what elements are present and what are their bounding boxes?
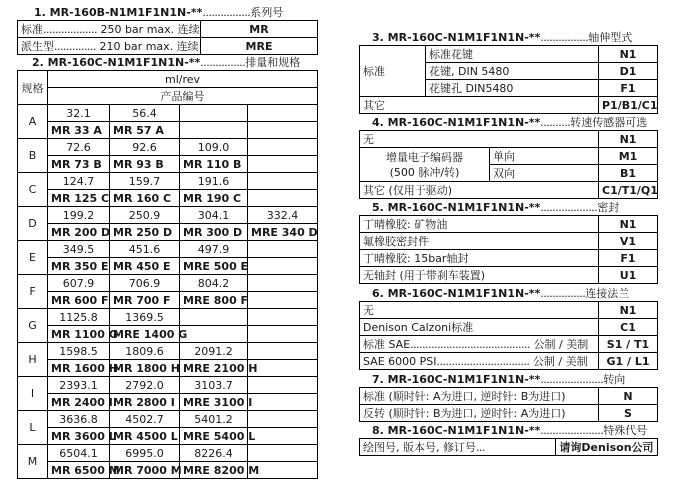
product-code-row [18,258,318,275]
seal-desc-v1: 氟橡胶密封件 [360,233,599,250]
product-code: MR 190 C [180,190,248,207]
product-code-row [18,326,318,343]
displacement-value: 2091.2 [180,343,248,360]
product-code-row [18,394,318,411]
series-derived-spec: 210 bar max. 连续 [99,40,199,53]
shaft-desc-d1: 花键, DIN 5480 [426,63,599,80]
unit-header: ml/rev [48,71,318,88]
sec7-model: 7. MR-160C-N1M1F1N1N-** [372,373,541,386]
product-code: MRE 2100 H [180,360,248,377]
flange-code-n1: N1 [599,302,658,319]
series-row-derived [18,38,318,55]
sensor-encoder [360,148,490,182]
sec4-label: 转速传感器可选 [570,116,648,129]
sensor-row-none [360,131,658,148]
displacement-value: 5401.2 [180,411,248,428]
sec2-dots: ............... [200,56,246,69]
product-code-row [18,360,318,377]
flange-code-c1: C1 [599,319,658,336]
displacement-value: 607.9 [48,275,110,292]
special-desc-text: 绘图号, 版本号, 修订号 [363,441,476,454]
displacement-value-row [18,411,318,428]
seal-desc-n1: 丁晴橡胶: 矿物油 [360,216,599,233]
seal-row-v1 [360,233,658,250]
product-code: MR 600 F [48,292,110,309]
sec6-dots: ............... [540,287,586,300]
seal-desc-u1: 无轴封 (用于带刹车装置) [360,267,599,284]
product-code: MRE 3100 I [180,394,248,411]
sec8-title [359,424,657,438]
product-code: MR 125 C [48,190,110,207]
displacement-value-row [18,173,318,190]
series-standard-code: MR [201,21,318,38]
displacement-body [18,105,318,479]
flange-desc-sae [360,336,599,353]
flange-desc-n1: 无 [360,302,599,319]
product-code [180,122,248,139]
sec6-model: 6. MR-160C-N1M1F1N1N-** [372,287,541,300]
rotation-desc-n: 标准 (顺时针: A为进口, 逆时针: B为进口) [360,388,599,405]
series-standard-text: 标准 [21,23,43,36]
seal-code-v1: V1 [599,233,658,250]
product-code [248,360,318,377]
sec5-model: 5. MR-160C-N1M1F1N1N-** [372,201,541,214]
displacement-value [180,105,248,122]
displacement-value: 304.1 [180,207,248,224]
sec3-label: 轴伸型式 [588,31,633,44]
product-code-row [18,428,318,445]
flange-sae6000-text: SAE 6000 PSI [363,355,437,368]
flange-row-c1 [360,319,658,336]
flange-sae6000-suffix: 公制 / 美制 [532,355,588,368]
displacement-value: 1369.5 [110,309,180,326]
product-code: MR 93 B [110,156,180,173]
displacement-value: 6995.0 [110,445,180,462]
displacement-value-row [18,105,318,122]
sensor-code-bi: B1 [599,165,658,182]
seal-code-f1: F1 [599,250,658,267]
size-label: M [18,445,48,479]
displacement-table [17,70,318,479]
flange-sae-suffix: 公制 / 美制 [533,338,589,351]
displacement-value-row [18,343,318,360]
sec1-model: 1. MR-160B-N1M1F1N1N-** [34,6,203,19]
shaft-desc-other: 其它 [360,97,599,114]
size-label: A [18,105,48,139]
displacement-value [248,343,318,360]
product-code [248,428,318,445]
series-standard-spec: 250 bar max. 连续 [100,23,200,36]
displacement-value: 92.6 [110,139,180,156]
displacement-value [248,105,318,122]
displacement-value-row [18,207,318,224]
seal-row-n1 [360,216,658,233]
rotation-table [359,387,658,422]
flange-sae-text: 标准 SAE [363,338,411,351]
flange-code-sae: S1 / T1 [599,336,658,353]
product-code-row [18,292,318,309]
product-code: MRE 5400 L [180,428,248,445]
displacement-header-prod-row [18,88,318,105]
sec6-title [359,287,657,301]
seal-row-f1 [360,250,658,267]
sec3-title [359,31,657,45]
size-header: 规格 [18,71,48,105]
shaft-row-other [360,97,658,114]
product-code: MR 2400 I [48,394,110,411]
displacement-value: 349.5 [48,241,110,258]
size-label: I [18,377,48,411]
displacement-value: 32.1 [48,105,110,122]
product-code: MR 7000 M [110,462,180,479]
seal-code-u1: U1 [599,267,658,284]
displacement-value-row [18,139,318,156]
displacement-value: 56.4 [110,105,180,122]
series-standard-dots: .................. [43,23,97,36]
sensor-table [359,130,658,199]
product-code-header: 产品编号 [48,88,318,105]
displacement-value [248,377,318,394]
rotation-code-n: N [599,388,658,405]
displacement-value: 6504.1 [48,445,110,462]
sensor-encoder-line2: (500 脉冲/转) [389,165,460,179]
rotation-desc-s: 反转 (顺时针: B为进口, 逆时针: A为进口) [360,405,599,422]
product-code [248,122,318,139]
sec4-title [359,116,657,130]
flange-code-sae6000: G1 / L1 [599,353,658,370]
sensor-desc-single: 单向 [490,148,599,165]
flange-sae6000-dots: ............................... [436,355,530,368]
product-code-row [18,462,318,479]
product-code: MR 350 E [48,258,110,275]
displacement-value: 109.0 [180,139,248,156]
displacement-value [248,309,318,326]
displacement-value: 451.6 [110,241,180,258]
flange-table [359,301,658,370]
product-code [248,292,318,309]
special-table [359,438,658,456]
size-label: L [18,411,48,445]
displacement-value: 124.7 [48,173,110,190]
series-derived-desc [18,38,201,55]
sec4-model: 4. MR-160C-N1M1F1N1N-** [372,116,541,129]
displacement-value: 8226.4 [180,445,248,462]
product-code [180,326,248,343]
shaft-desc-f1: 花键孔 DIN5480 [426,80,599,97]
displacement-value: 332.4 [248,207,318,224]
displacement-value: 1809.6 [110,343,180,360]
displacement-value: 1125.8 [48,309,110,326]
product-code: MRE 500 E [180,258,248,275]
flange-desc-c1: Denison Calzoni标准 [360,319,599,336]
product-code: MR 3600 L [48,428,110,445]
sec7-dots: ..................... [540,373,604,386]
series-row-standard [18,21,318,38]
seal-code-n1: N1 [599,216,658,233]
special-row [360,439,658,456]
series-derived-text: 派生型 [21,40,54,53]
flange-sae-dots: ........................................ [410,338,531,351]
flange-row-n1 [360,302,658,319]
displacement-value: 2393.1 [48,377,110,394]
series-standard-desc [18,21,201,38]
sec8-model: 8. MR-160C-N1M1F1N1N-** [372,424,541,437]
displacement-value: 250.9 [110,207,180,224]
series-derived-dots: .............. [54,40,96,53]
product-code [248,394,318,411]
shaft-code-n1: N1 [599,46,658,63]
displacement-value: 1598.5 [48,343,110,360]
rotation-row-s [360,405,658,422]
sensor-desc-none: 无 [360,131,599,148]
sensor-code-none: N1 [599,131,658,148]
product-code-row [18,224,318,241]
rotation-row-n [360,388,658,405]
shaft-group-standard: 标准 [360,46,426,97]
sec5-label: 密封 [597,201,620,214]
product-code: MR 33 A [48,122,110,139]
sec1-dots: ................ [202,6,251,19]
series-derived-code: MRE [201,38,318,55]
series-table [17,20,318,55]
sensor-encoder-line1: 增量电子编码器 [386,150,463,164]
sec5-dots: ................... [540,201,598,214]
displacement-value: 804.2 [180,275,248,292]
displacement-value [248,173,318,190]
displacement-value-row [18,241,318,258]
product-code: MRE 800 F [180,292,248,309]
flange-row-sae6000 [360,353,658,370]
displacement-value [248,241,318,258]
seal-desc-f1: 丁晴橡胶: 15bar轴封 [360,250,599,267]
displacement-value-row [18,445,318,462]
flange-row-sae [360,336,658,353]
size-label: C [18,173,48,207]
seal-row-u1 [360,267,658,284]
shaft-code-d1: D1 [599,63,658,80]
product-code: MR 250 D [110,224,180,241]
sec8-label: 特殊代号 [603,424,648,437]
product-code [248,190,318,207]
shaft-desc-n1: 标准花键 [426,46,599,63]
product-code-row [18,156,318,173]
flange-desc-sae6000 [360,353,599,370]
special-code: 请询Denison公司 [556,439,658,456]
sec2-label: 排量和规格 [245,56,301,69]
displacement-value: 2792.0 [110,377,180,394]
product-code: MR 160 C [110,190,180,207]
displacement-value: 199.2 [48,207,110,224]
rotation-code-s: S [599,405,658,422]
displacement-value: 3636.8 [48,411,110,428]
displacement-value [248,139,318,156]
displacement-value [248,275,318,292]
sec7-label: 转向 [603,373,626,386]
displacement-value-row [18,309,318,326]
size-label: G [18,309,48,343]
shaft-code-f1: F1 [599,80,658,97]
displacement-value-row [18,377,318,394]
product-code: MRE 340 D [248,224,318,241]
product-code [248,326,318,343]
sensor-row-other [360,182,658,199]
sec7-title [359,373,657,387]
displacement-value: 497.9 [180,241,248,258]
shaft-table [359,45,658,114]
sensor-row-single [360,148,658,165]
sec3-model: 3. MR-160C-N1M1F1N1N-** [372,31,541,44]
sec3-dots: ................ [540,31,589,44]
product-code: MR 700 F [110,292,180,309]
product-code-row [18,190,318,207]
displacement-value [248,411,318,428]
product-code: MR 450 E [110,258,180,275]
special-desc [360,439,556,456]
sec8-dots: ..................... [540,424,604,437]
size-label: B [18,139,48,173]
displacement-value: 3103.7 [180,377,248,394]
size-label: E [18,241,48,275]
size-label: H [18,343,48,377]
displacement-value-row [18,275,318,292]
size-label: F [18,275,48,309]
product-code: MR 73 B [48,156,110,173]
product-code: MR 2800 I [110,394,180,411]
product-code [248,156,318,173]
displacement-value [180,309,248,326]
product-code: MR 300 D [180,224,248,241]
sensor-code-other: C1/T1/Q1 [599,182,658,199]
sensor-desc-other: 其它 (仅用于驱动) [360,182,599,199]
displacement-value: 72.6 [48,139,110,156]
product-code: MRE 1400 G [110,326,180,343]
product-code: MRE 8200 M [180,462,248,479]
seal-table [359,215,658,284]
product-code: MR 110 B [180,156,248,173]
sec1-label: 系列号 [250,6,284,19]
size-label: D [18,207,48,241]
left-panel [17,6,317,479]
product-code: MR 200 D [48,224,110,241]
displacement-value: 159.7 [110,173,180,190]
product-code: MR 1100 G [48,326,110,343]
sec2-model: 2. MR-160C-N1M1F1N1N-** [32,56,201,69]
product-code: MR 1800 H [110,360,180,377]
displacement-value: 4502.7 [110,411,180,428]
sec5-title [359,201,657,215]
displacement-header-unit-row [18,71,318,88]
product-code: MR 6500 M [48,462,110,479]
right-panel [359,31,657,456]
special-desc-dots: ... [476,441,485,454]
sec1-title [17,6,317,20]
sensor-code-single: M1 [599,148,658,165]
product-code-row [18,122,318,139]
sec6-label: 连接法兰 [585,287,630,300]
product-code: MR 1600 H [48,360,110,377]
sensor-desc-bi: 双向 [490,165,599,182]
shaft-row-n1 [360,46,658,63]
product-code: MR 57 A [110,122,180,139]
displacement-value: 191.6 [180,173,248,190]
product-code [248,258,318,275]
displacement-value [248,445,318,462]
displacement-value: 706.9 [110,275,180,292]
sec2-title [17,56,317,70]
product-code: MR 4500 L [110,428,180,445]
shaft-code-other: P1/B1/C1 [599,97,658,114]
sec4-dots: .......... [540,116,571,129]
